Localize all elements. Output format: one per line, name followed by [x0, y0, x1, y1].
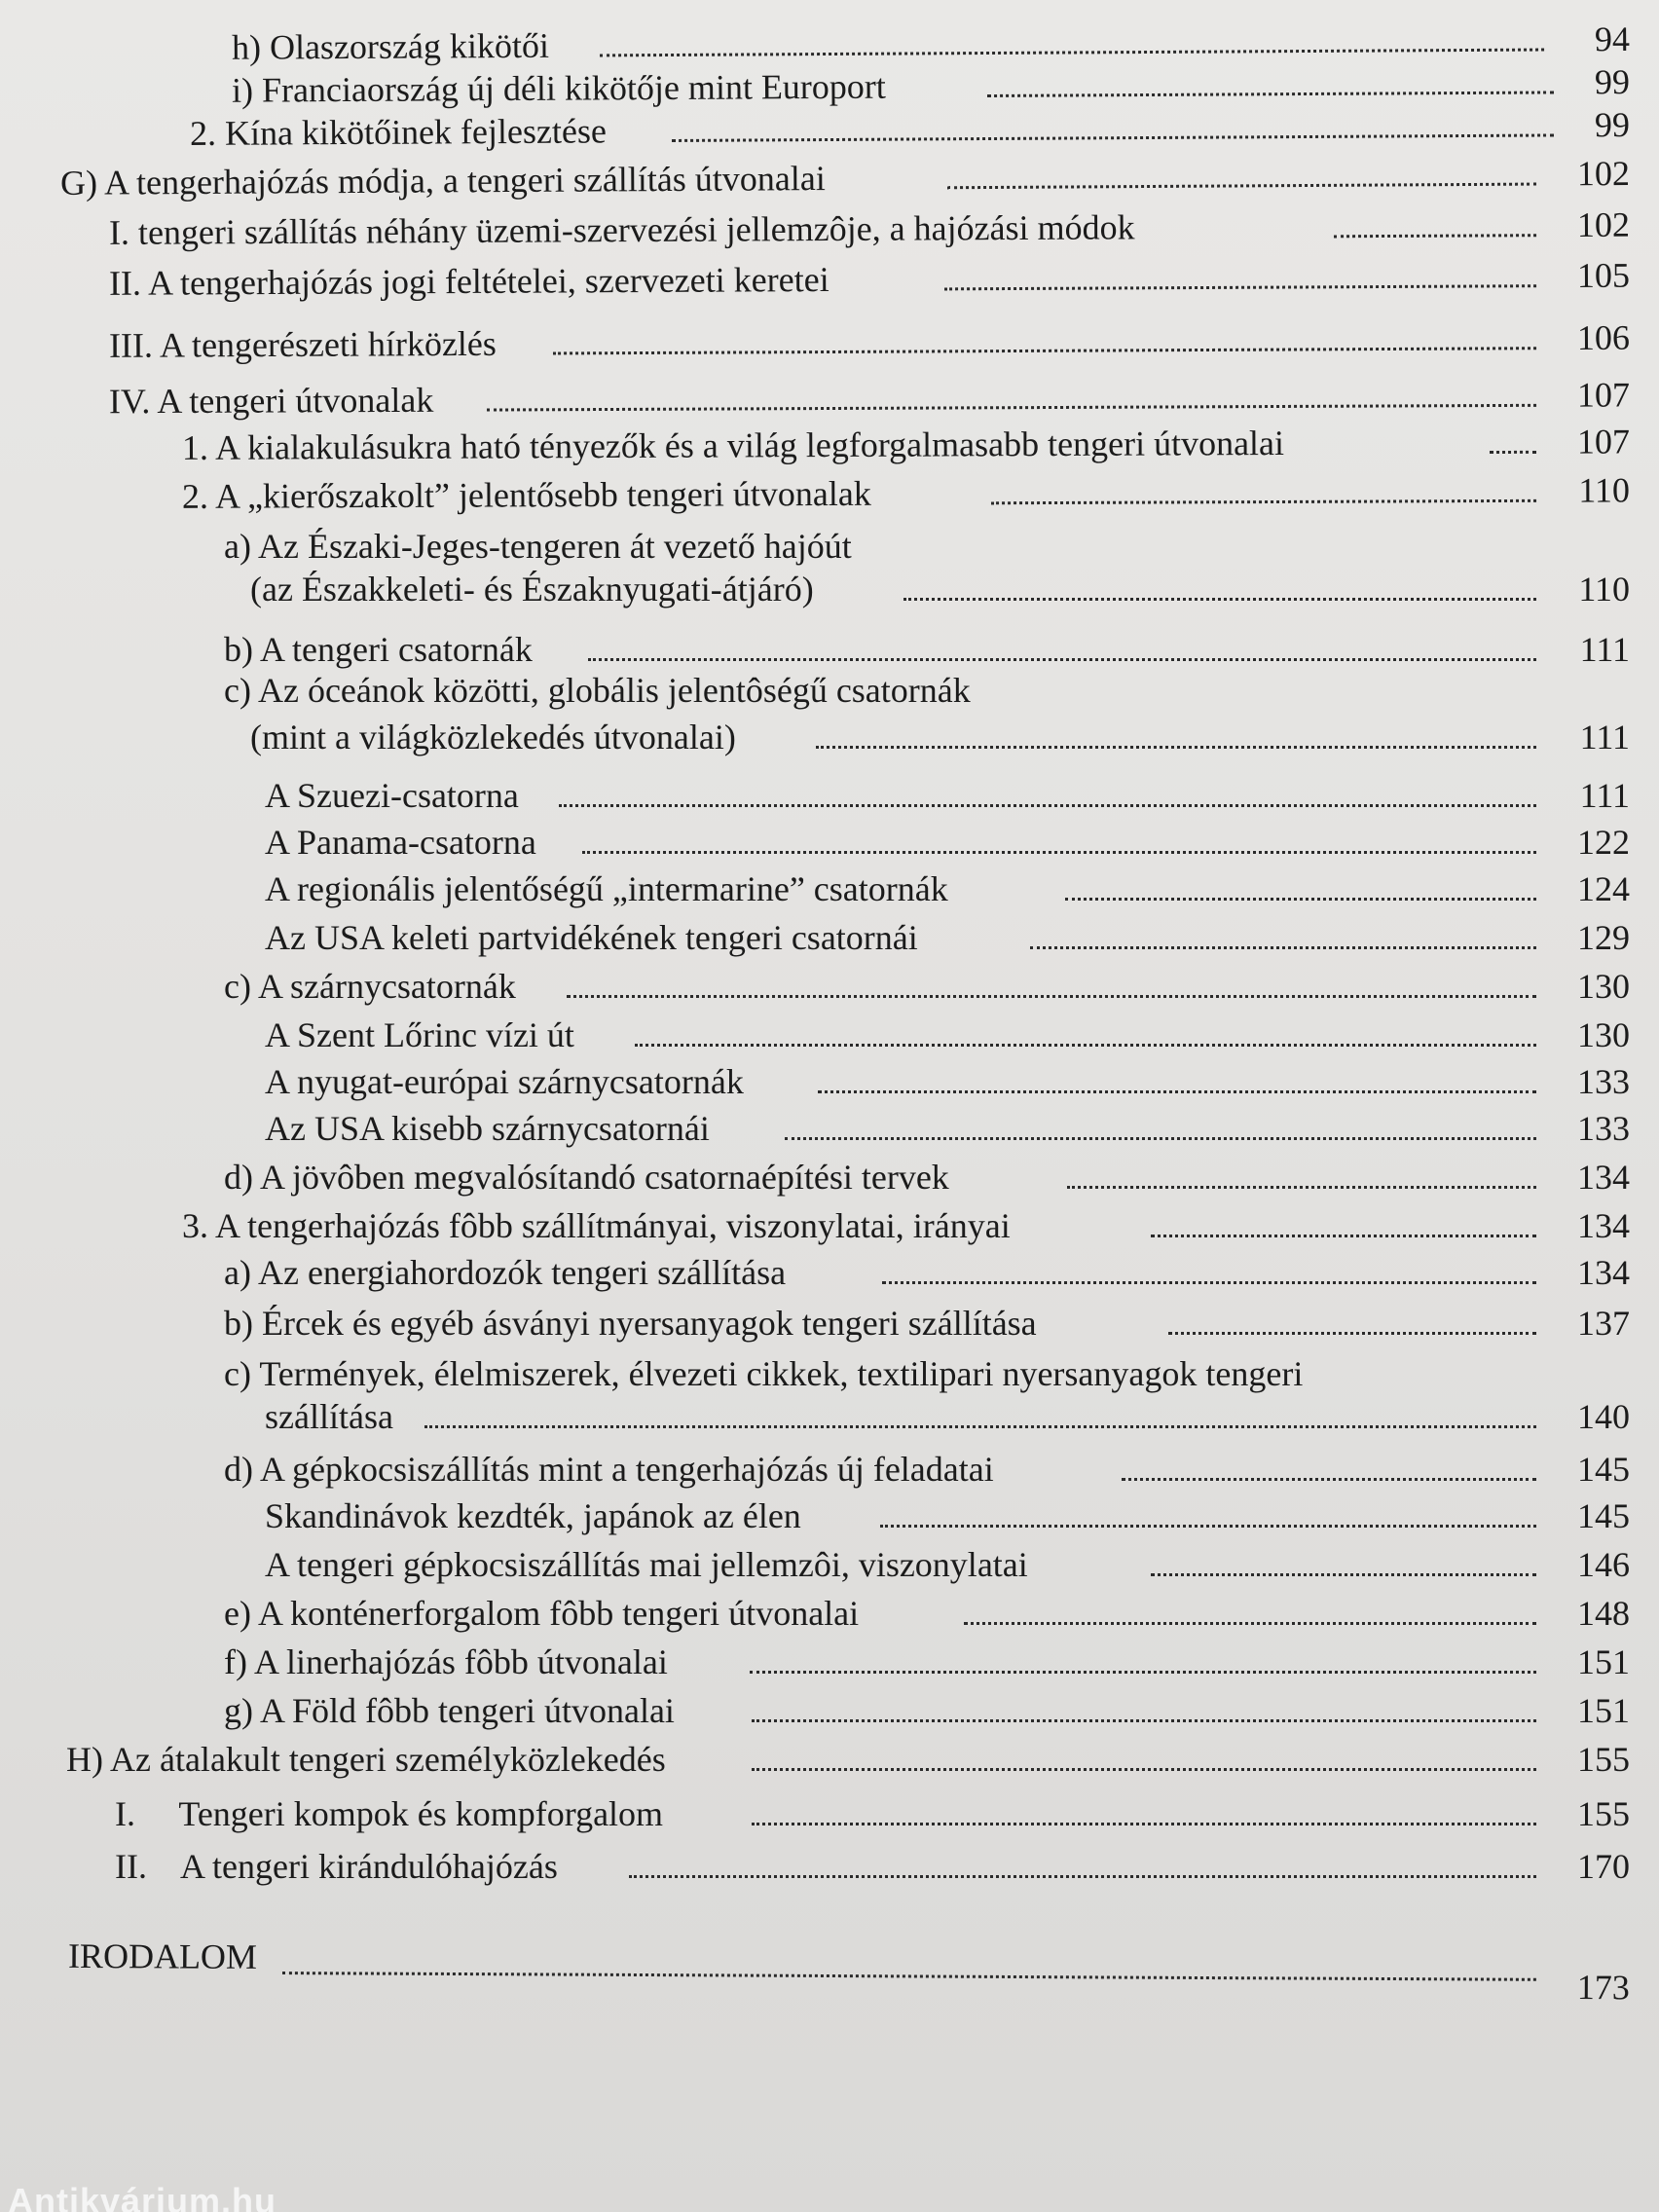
toc-entry-title: Az USA kisebb szárnycsatornái — [265, 1109, 710, 1148]
toc-entry — [0, 820, 1659, 865]
dot-leader — [282, 1972, 1536, 1981]
toc-entry — [0, 866, 1659, 911]
dot-leader — [752, 1768, 1536, 1771]
toc-entry-title: A tengeri gépkocsiszállítás mai jellemzôi, viszonylatai — [265, 1545, 1028, 1584]
toc-page-number: 94 — [1594, 18, 1631, 59]
toc-entry-title: II. A tengerhajózás jogi feltételei, szervezeti keretei — [108, 260, 830, 303]
toc-entry-title: I. tengeri szállítás néhány üzemi-szervezési jellemzôje, a hajózási módok — [108, 207, 1135, 252]
toc-page-number: 107 — [1576, 375, 1631, 415]
dot-leader — [600, 49, 1544, 57]
toc-entry — [0, 1013, 1659, 1057]
toc-entry-title: G) A tengerhajózás módja, a tengeri szállítás útvonalai — [59, 159, 826, 203]
toc-entry-title: c) Termények, élelmiszerek, élvezeti cikkek, textilipari nyersanyagok tengeri — [224, 1354, 1304, 1393]
dot-leader — [1067, 1186, 1536, 1189]
toc-page-number: 134 — [1577, 1158, 1630, 1197]
dot-leader — [635, 1044, 1536, 1047]
dot-leader — [1168, 1332, 1536, 1335]
toc-entry — [0, 668, 1659, 713]
toc-entry-title: b) Ércek és egyéb ásványi nyersanyagok tengeri szállítása — [224, 1304, 1037, 1343]
toc-entry-title: IRODALOM — [67, 1936, 258, 1976]
dot-leader — [1151, 1573, 1536, 1576]
dot-leader — [424, 1425, 1536, 1428]
toc-page-number: 173 — [1576, 1968, 1630, 2008]
toc-entry-title: II. A tengeri kirándulóhajózás — [115, 1847, 558, 1886]
toc-page-number: 137 — [1577, 1304, 1630, 1343]
dot-leader — [582, 851, 1536, 854]
toc-page-number: 130 — [1577, 1015, 1630, 1054]
toc-entry — [0, 1394, 1659, 1439]
toc-page-number: 102 — [1576, 153, 1631, 194]
dot-leader — [964, 1622, 1536, 1625]
toc-page-number: 151 — [1577, 1642, 1630, 1681]
toc-entry — [0, 627, 1659, 672]
dot-leader — [903, 598, 1536, 601]
toc-entry — [0, 1934, 1659, 2008]
toc-page-number: 146 — [1577, 1545, 1630, 1584]
toc-entry — [0, 1351, 1659, 1396]
toc-page-number: 110 — [1578, 470, 1631, 510]
toc-page-number: 122 — [1577, 823, 1630, 862]
toc-entry-title: I. Tengeri kompok és kompforgalom — [115, 1794, 664, 1833]
toc-entry — [0, 1591, 1659, 1636]
toc-entry — [0, 524, 1659, 569]
toc-page-number: 99 — [1594, 104, 1631, 145]
toc-entry — [0, 1447, 1659, 1492]
toc-page-number: 155 — [1577, 1794, 1630, 1833]
toc-entry — [0, 1844, 1659, 1889]
toc-entry-title: 3. A tengerhajózás fôbb szállítmányai, viszonylatai, irányai — [182, 1206, 1011, 1245]
toc-page-number: 129 — [1577, 918, 1630, 957]
toc-entry-title: 2. A „kierőszakolt” jelentősebb tengeri útvonalak — [181, 473, 871, 516]
toc-entry — [0, 1250, 1659, 1295]
toc-page-number: 145 — [1577, 1450, 1630, 1489]
toc-entry — [0, 1301, 1659, 1346]
toc-entry-title: A regionális jelentőségű „intermarine” csatornák — [265, 869, 948, 908]
toc-entry-title: 1. A kialakulásukra ható tényezők és a világ legforgalmasabb tengeri útvonalai — [181, 423, 1285, 467]
dot-leader — [1065, 898, 1536, 901]
toc-page-number: 155 — [1577, 1740, 1630, 1779]
toc-page-number: 133 — [1577, 1109, 1630, 1148]
dot-leader — [816, 746, 1536, 749]
dot-leader — [1122, 1478, 1536, 1481]
toc-entry-title: szállítása — [265, 1397, 393, 1436]
dot-leader — [991, 499, 1536, 504]
dot-leader — [553, 347, 1536, 354]
toc-page-number: 111 — [1579, 718, 1630, 756]
dot-leader — [1334, 234, 1536, 238]
dot-leader — [1151, 1235, 1536, 1237]
toc-entry — [0, 773, 1659, 818]
dot-leader — [672, 133, 1554, 142]
toc-entry-title: H) Az átalakult tengeri személyközlekedés — [66, 1740, 666, 1779]
toc-entry-title: h) Olaszország kikötői — [231, 25, 550, 67]
toc-entry — [0, 315, 1659, 369]
toc-entry — [0, 1106, 1659, 1151]
dot-leader — [559, 804, 1536, 807]
dot-leader — [752, 1823, 1536, 1825]
toc-entry — [0, 151, 1659, 205]
toc-entry — [0, 372, 1659, 424]
toc-entry-title: 2. Kína kikötőinek fejlesztése — [189, 111, 608, 154]
toc-entry — [0, 419, 1659, 470]
toc-entry-title: A Szent Lőrinc vízi út — [265, 1015, 574, 1054]
toc-page-number: 133 — [1577, 1062, 1630, 1101]
toc-entry — [0, 1155, 1659, 1199]
dot-leader — [987, 91, 1554, 97]
toc-entry-title: III. A tengerészeti hírközlés — [108, 323, 497, 365]
toc-entry — [0, 964, 1659, 1009]
toc-entry-title: g) A Föld fôbb tengeri útvonalai — [224, 1691, 675, 1730]
toc-entry — [0, 1203, 1659, 1248]
toc-entry — [0, 102, 1659, 157]
toc-page-number: 134 — [1577, 1253, 1630, 1292]
toc-entry-title: d) A jövôben megvalósítandó csatornaépítési tervek — [224, 1158, 949, 1197]
toc-entry — [0, 715, 1659, 759]
toc-entry-title: f) A linerhajózás fôbb útvonalai — [224, 1642, 668, 1681]
toc-entry — [0, 1737, 1659, 1782]
toc-entry — [0, 253, 1659, 307]
toc-entry — [0, 1688, 1659, 1733]
toc-entry-title: Az USA keleti partvidékének tengeri csatornái — [265, 918, 918, 957]
toc-entry — [0, 1640, 1659, 1684]
toc-page-number: 107 — [1576, 422, 1631, 461]
dot-leader — [752, 1719, 1536, 1722]
toc-entry — [0, 203, 1659, 256]
toc-page-number: 130 — [1577, 967, 1630, 1006]
dot-leader — [629, 1875, 1536, 1878]
toc-entry-title: a) Az Északi-Jeges-tengeren át vezető hajóút — [224, 527, 852, 566]
toc-page-number: 140 — [1577, 1397, 1630, 1436]
toc-entry-title: A Szuezi-csatorna — [265, 776, 519, 815]
toc-page-number: 102 — [1576, 204, 1631, 244]
toc-page-number: 111 — [1579, 630, 1630, 669]
toc-entry-title: IV. A tengeri útvonalak — [108, 380, 434, 422]
toc-entry-title: a) Az energiahordozók tengeri szállítása — [224, 1253, 787, 1292]
dot-leader — [944, 284, 1536, 290]
dot-leader — [882, 1281, 1536, 1284]
toc-entry — [0, 915, 1659, 960]
dot-leader — [880, 1525, 1536, 1528]
dot-leader — [750, 1671, 1536, 1674]
toc-entry — [0, 1493, 1659, 1538]
toc-entry — [0, 1791, 1659, 1836]
toc-entry-title: b) A tengeri csatornák — [224, 630, 533, 669]
toc-entry — [0, 1059, 1659, 1104]
toc-page-number: 170 — [1577, 1847, 1630, 1886]
dot-leader — [785, 1137, 1536, 1140]
dot-leader — [818, 1090, 1536, 1093]
watermark: Antikvárium.hu — [8, 2181, 277, 2212]
toc-page-number: 99 — [1594, 61, 1631, 102]
toc-entry-title: c) A szárnycsatornák — [224, 967, 516, 1006]
toc-entry-title: (az Északkeleti- és Északnyugati-átjáró) — [250, 570, 814, 608]
toc-page-number: 148 — [1577, 1594, 1630, 1633]
dot-leader — [1490, 451, 1536, 454]
toc-entry-title: d) A gépkocsiszállítás mint a tengerhajózás új feladatai — [224, 1450, 994, 1489]
toc-page-number: 105 — [1576, 255, 1631, 295]
toc-page-number: 151 — [1577, 1691, 1630, 1730]
dot-leader — [947, 183, 1536, 190]
toc-entry — [0, 467, 1659, 519]
toc-entry — [0, 1542, 1659, 1587]
toc-entry-title: (mint a világközlekedés útvonalai) — [250, 718, 736, 756]
toc-entry-title: i) Franciaország új déli kikötője mint Europort — [231, 66, 886, 110]
toc-page-number: 111 — [1579, 776, 1630, 815]
toc-page-number: 124 — [1577, 869, 1630, 908]
dot-leader — [487, 404, 1536, 412]
toc-page-number: 106 — [1576, 317, 1631, 357]
dot-leader — [567, 995, 1536, 998]
toc-entry-title: A Panama-csatorna — [265, 823, 536, 862]
toc-entry-title: e) A konténerforgalom fôbb tengeri útvonalai — [224, 1594, 860, 1633]
toc-page-number: 134 — [1577, 1206, 1630, 1245]
toc-entry — [0, 567, 1659, 611]
toc-entry-title: Skandinávok kezdték, japánok az élen — [265, 1496, 801, 1535]
toc-page-number: 110 — [1578, 570, 1630, 608]
toc-entry-title: c) Az óceánok közötti, globális jelentôségű csatornák — [224, 671, 971, 710]
toc-entry-title: A nyugat-európai szárnycsatornák — [265, 1062, 744, 1101]
dot-leader — [588, 658, 1536, 661]
toc-page-number: 145 — [1577, 1496, 1630, 1535]
dot-leader — [1030, 946, 1536, 949]
